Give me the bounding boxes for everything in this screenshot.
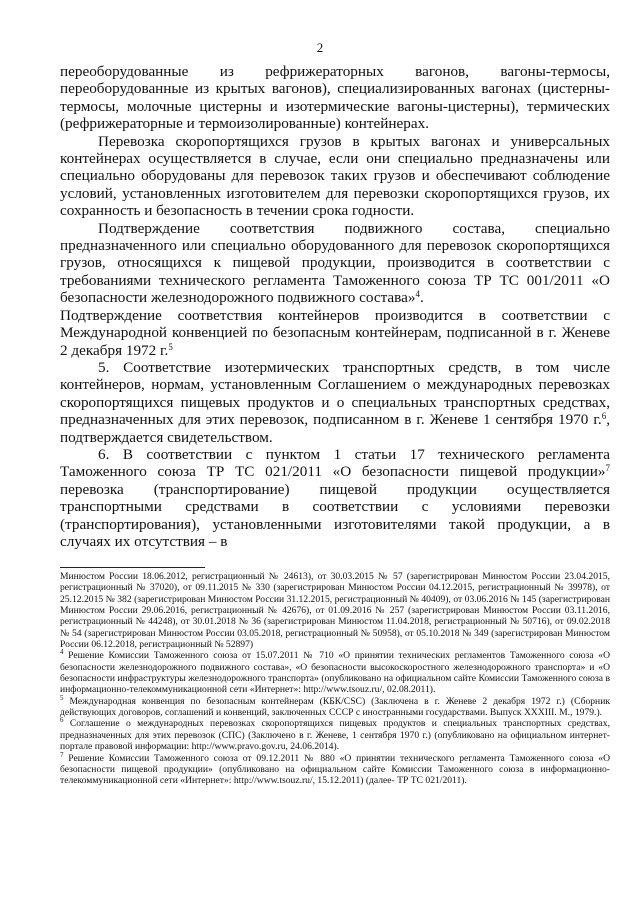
main-text: [60, 63, 610, 550]
footnote-ref[interactable]: 7: [605, 463, 610, 474]
footnote-ref[interactable]: 6: [601, 411, 607, 422]
paragraph: Подтверждение соответствия подвижного состава, специально предназначенного или специально оборудованного для перевозок скоропортящихся грузов, относящихся к пищевой продукции, производится в соответствии с требованиями технического регламента Таможенного союза ТР ТС 001/2011 «О безопасности железнодорожного подвижного состава»$^4$.: [60, 219, 610, 307]
paragraph-text: Перевозка скоропортящихся грузов в крытых вагонах и универсальных контейнерах осуществляется в случае, если они специально предназначены или специально оборудованы для перевозок таких грузов и обеспечивают соблюдение условий, установленных изготовителем для перевозки скоропортящихся грузов, их сохранность и безопасность в течении срока годности.: [60, 132, 610, 220]
footnote-separator: [60, 567, 205, 568]
paragraph-text: Подтверждение соответствия подвижного состава, специально предназначенного или специально оборудованного для перевозок скоропортящихся грузов, относящихся к пищевой продукции, производится в соответствии с требованиями технического регламента Таможенного союза ТР ТС 001/2011 «О безопасности железнодорожного подвижного состава»: [60, 219, 610, 307]
footnote-7: [60, 750, 610, 787]
footnote-mark: 5: [60, 693, 64, 702]
footnote-text: Решение Комиссии Таможенного союза от 09.12.2011 № 880 «О принятии технического регламента Таможенного союза «О безопасности пищевой продукции» (опубликовано на официальном сайте Комиссии Таможенного союза в информационно-телекоммуникационной сети «Интернет»: http://www.tsouz.ru/, 15.12.2011) (далее- ТР ТС 021/2011).: [60, 752, 610, 787]
paragraph: [60, 307, 610, 359]
paragraph: [60, 446, 610, 550]
paragraph: [60, 133, 610, 220]
footnote-text: Решение Комиссии Таможенного союза от 15.07.2011 № 710 «О принятии технических регламентов Таможенного союза «О безопасности железнодорожного подвижного состава», «О безопасности высокоскоростного железнодорожного транспорта» и «О безопасности инфраструктуры железнодорожного транспорта» (опубликовано на официальном сайте Комиссии Таможенного союза в информационно-телекоммуникационной сети «Интернет»: http://www.tsouz.ru/, 02.08.2011).: [60, 650, 610, 696]
footnotes: [60, 571, 610, 787]
footnote-mark: 4: [60, 648, 64, 657]
footnote-4: [60, 650, 610, 695]
paragraph-text: переоборудованные из рефрижераторных вагонов, вагоны-термосы, переоборудованные из крытых вагонов), специализированных вагонах (цистерны-термосы, молочные цистерны и изотермические вагоны-цистерны), термических (рефрижераторные и термоизолированные) контейнерах.: [60, 63, 610, 133]
footnote-text: Международная конвенция по безопасным контейнерам (КБК/CSC) (Заключена в г. Женеве 2 декабря 1972 г.) (Сборник действующих договоров, соглашений и конвенций, заключенных СССР с иностранными государствами. Выпуск XXXIII. М., 1979.).: [60, 695, 610, 719]
footnote-text: Соглашение о международных перевозках скоропортящихся пищевых продуктов и специальных транспортных средствах, предназначенных для этих перевозок (СПС) (Заключено в г. Женеве, 1 сентября 1970 г.) (опубликовано на официальном интернет-портале правовой информации: http://www.pravo.gov.ru, 24.06.2014).: [60, 718, 610, 753]
paragraph-text: 6. В соответствии с пунктом 1 статьи 17 технического регламента Таможенного союза ТР ТС 021/2011 «О безопасности пищевой продукции»: [60, 445, 610, 481]
footnote-ref[interactable]: 5: [168, 341, 173, 352]
page-number: 2: [316, 40, 324, 55]
footnote-5: [60, 693, 610, 719]
paragraph-text: , подтверждается свидетельством.: [60, 411, 610, 446]
paragraph: [60, 359, 610, 446]
footnote-continuation: Минюстом России 18.06.2012, регистрационный № 24613), от 30.03.2015 № 57 (зарегистрирован Минюстом России 23.04.2015, регистрационный № 37020), от 09.11.2015 № 330 (зарегистрирован Минюстом России 04.12.2015, регистрационный № 39978), от 25.12.2015 № 382 (зарегистрирован Минюстом России 31.12.2015, регистрационный № 40409), от 03.06.2016 № 145 (зарегистрирован Минюстом России 29.06.2016, регистрационный № 42676), от 01.09.2016 № 257 (зарегистрирован Минюстом России 03.11.2016, регистрационный № 44248), от 30.01.2018 № 36 (зарегистрирован Минюстом 11.04.2018, регистрационный № 50716), от 09.02.2018 № 54 (зарегистрирован Минюстом России 03.05.2018, регистрационный № 50958), от 05.10.2018 № 349 (зарегистрирован Минюстом России 06.12.2018, регистрационный № 52897): [60, 571, 610, 651]
paragraph-text: перевозка (транспортирование) пищевой продукции осуществляется транспортными средствами в соответствии с условиями перевозки (транспортирования), установленными изготовителями такой продукции, а в случаях их отсутствия – в: [60, 480, 610, 550]
paragraph: [60, 63, 610, 133]
footnote-6: [60, 718, 610, 752]
footnote-mark: 6: [60, 716, 64, 725]
footnote-mark: 7: [60, 750, 64, 759]
paragraph-text: 5. Соответствие изотермических транспортных средств, в том числе контейнеров, нормам, установленным Соглашением о международных перевозках скоропортящихся пищевых продуктов и о специальных транспортных средствах, предназначенных для этих перевозок, подписанном в г. Женеве 1 сентября 1970 г.: [60, 358, 610, 429]
paragraph-text: Подтверждение соответствия контейнеров производится в соответствии с Международной конвенцией по безопасным контейнерам, подписанной в г. Женеве 2 декабря 1972 г.: [60, 306, 610, 359]
footnote-ref[interactable]: 4: [415, 289, 420, 300]
